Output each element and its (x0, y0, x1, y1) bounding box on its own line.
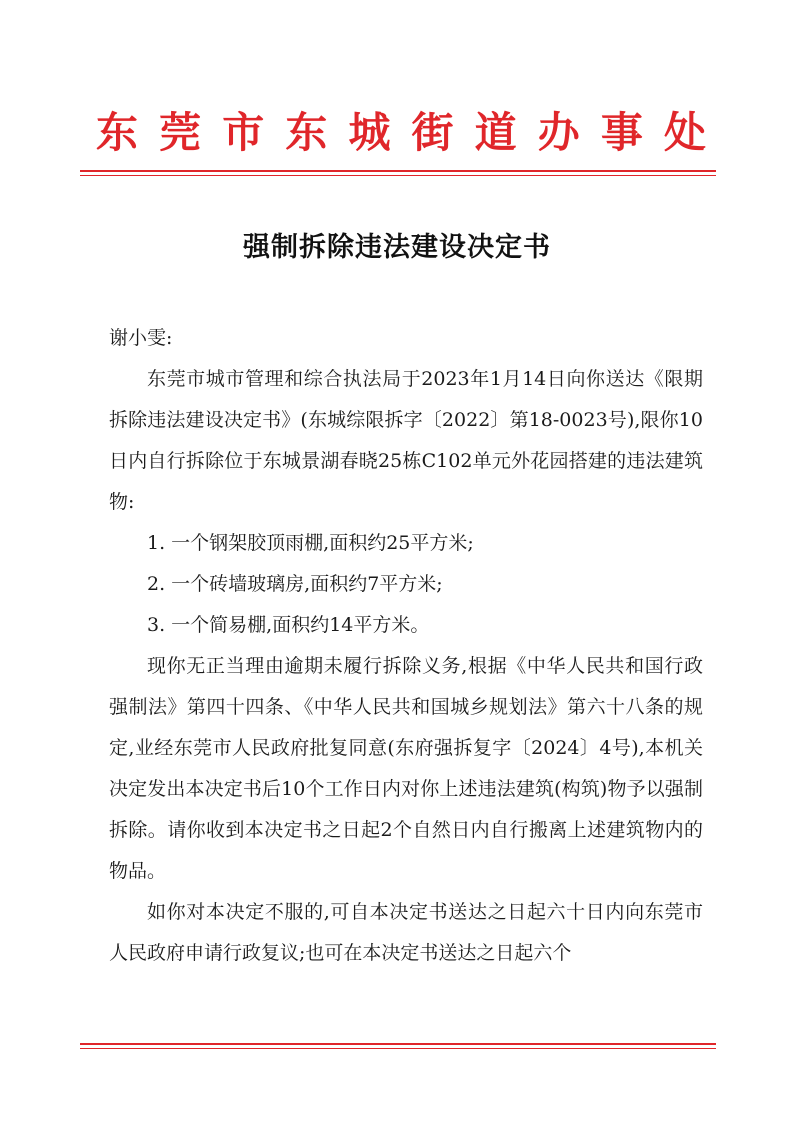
footer-divider-thin (80, 1048, 716, 1049)
header-divider-thick (80, 170, 716, 172)
violation-item-2: 2. 一个砖墙玻璃房,面积约7平方米; (147, 573, 443, 595)
violation-item-1: 1. 一个钢架胶顶雨棚,面积约25平方米; (147, 532, 474, 554)
issuer-name (96, 98, 706, 168)
issuer-char: 莞 (159, 108, 202, 157)
notice-paragraph: 东莞市城市管理和综合执法局于2023年1月14日向你送达《限期拆除违法建设决定书》(东城综限拆字〔2022〕第18-0023号),限你10日内自行拆除位于东城景湖春晓25栋C102单元外花园搭建的违法建筑物: (109, 368, 703, 513)
issuer-char: 市 (222, 108, 265, 157)
issuer-char: 事 (600, 108, 643, 157)
letterhead (0, 98, 794, 168)
document-body (109, 318, 703, 974)
issuer-char: 道 (474, 108, 517, 157)
violation-item-3: 3. 一个简易棚,面积约14平方米。 (147, 614, 430, 636)
decision-paragraph: 现你无正当理由逾期未履行拆除义务,根据《中华人民共和国行政强制法》第四十四条、《中华人民共和国城乡规划法》第六十八条的规定,业经东莞市人民政府批复同意(东府强拆复字〔2024〕4号),本机关决定发出本决定书后10个工作日内对你上述违法建筑(构筑)物予以强制拆除。请你收到本决定书之日起2个自然日内自行搬离上述建筑物内的物品。 (109, 655, 703, 882)
header-divider-thin (80, 175, 716, 176)
issuer-char: 城 (348, 108, 391, 157)
issuer-char: 办 (537, 108, 580, 157)
remedy-paragraph: 如你对本决定不服的,可自本决定书送达之日起六十日内向东莞市人民政府申请行政复议;也可在本决定书送达之日起六个 (109, 901, 703, 964)
issuer-char: 街 (411, 108, 454, 157)
document-title: 强制拆除违法建设决定书 (243, 232, 551, 263)
addressee: 谢小雯: (109, 327, 173, 349)
issuer-char: 东 (96, 108, 139, 157)
issuer-char: 处 (663, 108, 706, 157)
footer-divider-thick (80, 1043, 716, 1045)
issuer-char: 东 (285, 108, 328, 157)
